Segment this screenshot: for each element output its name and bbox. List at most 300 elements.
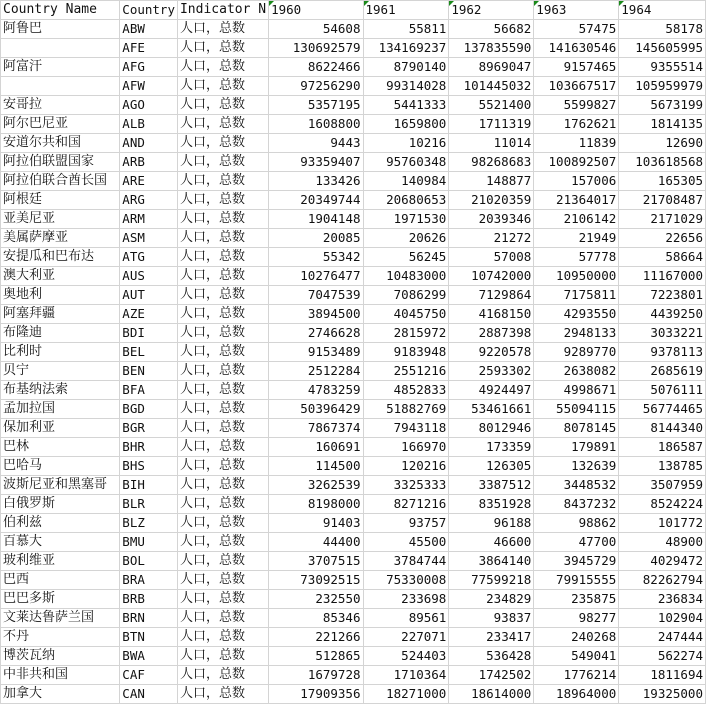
cell-country-name[interactable]: 安提瓜和巴布达: [1, 248, 120, 267]
cell-indicator-name[interactable]: 人口，总数: [177, 628, 268, 647]
cell-country-code[interactable]: AFG: [120, 58, 178, 77]
cell-year-1962[interactable]: 2593302: [449, 362, 534, 381]
cell-year-1964[interactable]: 102904: [619, 609, 706, 628]
cell-year-1961[interactable]: 1971530: [363, 210, 449, 229]
cell-indicator-name[interactable]: 人口，总数: [177, 286, 268, 305]
cell-year-1961[interactable]: 3784744: [363, 552, 449, 571]
cell-year-1961[interactable]: 7086299: [363, 286, 449, 305]
cell-year-1960[interactable]: 1679728: [269, 666, 363, 685]
cell-year-1963[interactable]: 1776214: [534, 666, 619, 685]
cell-year-1962[interactable]: 148877: [449, 172, 534, 191]
table-row: [1, 438, 706, 457]
cell-year-1964[interactable]: 4439250: [619, 305, 706, 324]
cell-country-name[interactable]: 巴巴多斯: [1, 590, 120, 609]
cell-year-1964[interactable]: 9378113: [619, 343, 706, 362]
cell-year-1962[interactable]: 46600: [449, 533, 534, 552]
cell-country-code[interactable]: AUS: [120, 267, 178, 286]
cell-country-code[interactable]: BDI: [120, 324, 178, 343]
cell-country-name[interactable]: 美属萨摩亚: [1, 229, 120, 248]
table-row: [1, 248, 706, 267]
cell-year-1963[interactable]: 157006: [534, 172, 619, 191]
cell-year-1962[interactable]: 11014: [449, 134, 534, 153]
cell-country-code[interactable]: ARG: [120, 191, 178, 210]
cell-country-name[interactable]: 阿根廷: [1, 191, 120, 210]
cell-year-1964[interactable]: 58178: [619, 20, 706, 39]
header-cell-year-1960[interactable]: 1960: [269, 1, 363, 20]
cell-indicator-name[interactable]: 人口，总数: [177, 514, 268, 533]
cell-year-1960[interactable]: 44400: [269, 533, 363, 552]
header-cell-indicator-name[interactable]: Indicator N: [177, 1, 268, 20]
cell-indicator-name[interactable]: 人口，总数: [177, 58, 268, 77]
cell-year-1960[interactable]: 50396429: [269, 400, 363, 419]
cell-year-1960[interactable]: 232550: [269, 590, 363, 609]
cell-year-1961[interactable]: 4045750: [363, 305, 449, 324]
cell-country-name[interactable]: 布基纳法索: [1, 381, 120, 400]
cell-country-name[interactable]: 阿塞拜疆: [1, 305, 120, 324]
cell-year-1961[interactable]: 166970: [363, 438, 449, 457]
cell-year-1962[interactable]: 57008: [449, 248, 534, 267]
cell-year-1961[interactable]: 99314028: [363, 77, 449, 96]
cell-year-1961[interactable]: 20680653: [363, 191, 449, 210]
cell-country-code[interactable]: BLZ: [120, 514, 178, 533]
cell-year-1964[interactable]: 101772: [619, 514, 706, 533]
cell-year-1962[interactable]: 96188: [449, 514, 534, 533]
cell-year-1963[interactable]: 132639: [534, 457, 619, 476]
cell-year-1963[interactable]: 240268: [534, 628, 619, 647]
cell-country-code[interactable]: BEN: [120, 362, 178, 381]
cell-country-code[interactable]: ALB: [120, 115, 178, 134]
cell-year-1963[interactable]: 2948133: [534, 324, 619, 343]
cell-year-1960[interactable]: 4783259: [269, 381, 363, 400]
cell-year-1960[interactable]: 8622466: [269, 58, 363, 77]
cell-year-1963[interactable]: 8437232: [534, 495, 619, 514]
cell-indicator-name[interactable]: 人口，总数: [177, 20, 268, 39]
cell-country-name[interactable]: 博茨瓦纳: [1, 647, 120, 666]
table-row: [1, 571, 706, 590]
cell-year-1962[interactable]: 536428: [449, 647, 534, 666]
cell-year-1961[interactable]: 2815972: [363, 324, 449, 343]
cell-year-1961[interactable]: 55811: [363, 20, 449, 39]
cell-country-name[interactable]: 比利时: [1, 343, 120, 362]
cell-year-1962[interactable]: 101445032: [449, 77, 534, 96]
cell-indicator-name[interactable]: 人口，总数: [177, 476, 268, 495]
cell-year-1960[interactable]: 85346: [269, 609, 363, 628]
cell-country-name[interactable]: 阿拉伯联盟国家: [1, 153, 120, 172]
table-row: [1, 552, 706, 571]
cell-year-1964[interactable]: 103618568: [619, 153, 706, 172]
cell-country-name[interactable]: 白俄罗斯: [1, 495, 120, 514]
cell-year-1962[interactable]: 21020359: [449, 191, 534, 210]
cell-year-1960[interactable]: 130692579: [269, 39, 363, 58]
cell-year-1962[interactable]: 98268683: [449, 153, 534, 172]
cell-country-name[interactable]: [1, 77, 120, 96]
cell-indicator-name[interactable]: 人口，总数: [177, 571, 268, 590]
cell-indicator-name[interactable]: 人口，总数: [177, 210, 268, 229]
cell-year-1963[interactable]: 2638082: [534, 362, 619, 381]
cell-year-1964[interactable]: 21708487: [619, 191, 706, 210]
cell-year-1963[interactable]: 3945729: [534, 552, 619, 571]
cell-country-name[interactable]: 波斯尼亚和黑塞哥: [1, 476, 120, 495]
cell-year-1961[interactable]: 18271000: [363, 685, 449, 704]
cell-year-1963[interactable]: 100892507: [534, 153, 619, 172]
cell-year-1960[interactable]: 54608: [269, 20, 363, 39]
cell-year-1961[interactable]: 9183948: [363, 343, 449, 362]
cell-country-name[interactable]: 阿尔巴尼亚: [1, 115, 120, 134]
cell-indicator-name[interactable]: 人口，总数: [177, 172, 268, 191]
cell-country-code[interactable]: BGD: [120, 400, 178, 419]
cell-year-1964[interactable]: 8524224: [619, 495, 706, 514]
cell-indicator-name[interactable]: 人口，总数: [177, 381, 268, 400]
cell-year-1964[interactable]: 2171029: [619, 210, 706, 229]
cell-year-1962[interactable]: 8969047: [449, 58, 534, 77]
cell-year-1963[interactable]: 98277: [534, 609, 619, 628]
cell-year-1963[interactable]: 9289770: [534, 343, 619, 362]
cell-year-1962[interactable]: 1711319: [449, 115, 534, 134]
cell-country-code[interactable]: BRN: [120, 609, 178, 628]
cell-year-1962[interactable]: 3864140: [449, 552, 534, 571]
cell-year-1960[interactable]: 20085: [269, 229, 363, 248]
header-cell-year-1964[interactable]: 1964: [619, 1, 706, 20]
cell-year-1961[interactable]: 134169237: [363, 39, 449, 58]
cell-year-1962[interactable]: 93837: [449, 609, 534, 628]
cell-year-1960[interactable]: 97256290: [269, 77, 363, 96]
cell-year-1962[interactable]: 2887398: [449, 324, 534, 343]
cell-country-code[interactable]: ARB: [120, 153, 178, 172]
cell-country-code[interactable]: CAF: [120, 666, 178, 685]
cell-year-1961[interactable]: 95760348: [363, 153, 449, 172]
cell-year-1962[interactable]: 137835590: [449, 39, 534, 58]
cell-country-name[interactable]: 阿富汗: [1, 58, 120, 77]
cell-year-1961[interactable]: 4852833: [363, 381, 449, 400]
cell-indicator-name[interactable]: 人口，总数: [177, 191, 268, 210]
cell-year-1960[interactable]: 5357195: [269, 96, 363, 115]
cell-indicator-name[interactable]: 人口，总数: [177, 533, 268, 552]
cell-year-1964[interactable]: 1811694: [619, 666, 706, 685]
cell-year-1964[interactable]: 58664: [619, 248, 706, 267]
cell-country-code[interactable]: BFA: [120, 381, 178, 400]
cell-country-name[interactable]: 加拿大: [1, 685, 120, 704]
cell-year-1964[interactable]: 138785: [619, 457, 706, 476]
cell-country-name[interactable]: 保加利亚: [1, 419, 120, 438]
cell-year-1960[interactable]: 93359407: [269, 153, 363, 172]
header-cell-country-name[interactable]: Country Name: [1, 1, 120, 20]
cell-year-1960[interactable]: 221266: [269, 628, 363, 647]
cell-year-1964[interactable]: 7223801: [619, 286, 706, 305]
cell-year-1961[interactable]: 8790140: [363, 58, 449, 77]
cell-year-1963[interactable]: 4293550: [534, 305, 619, 324]
cell-indicator-name[interactable]: 人口，总数: [177, 343, 268, 362]
cell-indicator-name[interactable]: 人口，总数: [177, 96, 268, 115]
cell-year-1960[interactable]: 114500: [269, 457, 363, 476]
cell-year-1964[interactable]: 236834: [619, 590, 706, 609]
cell-country-name[interactable]: 澳大利亚: [1, 267, 120, 286]
cell-year-1961[interactable]: 56245: [363, 248, 449, 267]
cell-year-1961[interactable]: 8271216: [363, 495, 449, 514]
cell-year-1962[interactable]: 53461661: [449, 400, 534, 419]
cell-country-code[interactable]: ATG: [120, 248, 178, 267]
cell-country-name[interactable]: 安道尔共和国: [1, 134, 120, 153]
cell-indicator-name[interactable]: 人口，总数: [177, 153, 268, 172]
cell-country-code[interactable]: BGR: [120, 419, 178, 438]
cell-country-code[interactable]: AGO: [120, 96, 178, 115]
cell-year-1963[interactable]: 18964000: [534, 685, 619, 704]
cell-year-1960[interactable]: 2746628: [269, 324, 363, 343]
cell-year-1961[interactable]: 227071: [363, 628, 449, 647]
cell-year-1962[interactable]: 4168150: [449, 305, 534, 324]
cell-country-name[interactable]: 奥地利: [1, 286, 120, 305]
cell-year-1962[interactable]: 21272: [449, 229, 534, 248]
cell-country-code[interactable]: BLR: [120, 495, 178, 514]
cell-country-code[interactable]: BEL: [120, 343, 178, 362]
cell-year-1961[interactable]: 45500: [363, 533, 449, 552]
cell-year-1964[interactable]: 247444: [619, 628, 706, 647]
cell-country-code[interactable]: BTN: [120, 628, 178, 647]
cell-country-name[interactable]: 孟加拉国: [1, 400, 120, 419]
cell-year-1964[interactable]: 11167000: [619, 267, 706, 286]
cell-year-1964[interactable]: 9355514: [619, 58, 706, 77]
cell-year-1961[interactable]: 5441333: [363, 96, 449, 115]
cell-year-1960[interactable]: 7047539: [269, 286, 363, 305]
cell-year-1964[interactable]: 145605995: [619, 39, 706, 58]
cell-year-1964[interactable]: 8144340: [619, 419, 706, 438]
cell-indicator-name[interactable]: 人口，总数: [177, 115, 268, 134]
cell-country-code[interactable]: BIH: [120, 476, 178, 495]
cell-indicator-name[interactable]: 人口，总数: [177, 267, 268, 286]
cell-country-name[interactable]: 文莱达鲁萨兰国: [1, 609, 120, 628]
cell-indicator-name[interactable]: 人口，总数: [177, 362, 268, 381]
cell-indicator-name[interactable]: 人口，总数: [177, 39, 268, 58]
cell-year-1964[interactable]: 186587: [619, 438, 706, 457]
cell-year-1961[interactable]: 7943118: [363, 419, 449, 438]
cell-year-1962[interactable]: 5521400: [449, 96, 534, 115]
cell-indicator-name[interactable]: 人口，总数: [177, 685, 268, 704]
cell-year-1960[interactable]: 1608800: [269, 115, 363, 134]
cell-year-1961[interactable]: 3325333: [363, 476, 449, 495]
cell-year-1963[interactable]: 79915555: [534, 571, 619, 590]
cell-indicator-name[interactable]: 人口，总数: [177, 495, 268, 514]
cell-year-1962[interactable]: 126305: [449, 457, 534, 476]
cell-year-1963[interactable]: 1762621: [534, 115, 619, 134]
cell-indicator-name[interactable]: 人口，总数: [177, 666, 268, 685]
cell-country-code[interactable]: ARE: [120, 172, 178, 191]
cell-country-code[interactable]: ASM: [120, 229, 178, 248]
cell-year-1960[interactable]: 55342: [269, 248, 363, 267]
cell-year-1963[interactable]: 47700: [534, 533, 619, 552]
cell-year-1962[interactable]: 173359: [449, 438, 534, 457]
cell-country-name[interactable]: 伯利兹: [1, 514, 120, 533]
cell-indicator-name[interactable]: 人口，总数: [177, 229, 268, 248]
header-cell-year-1963[interactable]: 1963: [534, 1, 619, 20]
cell-indicator-name[interactable]: 人口，总数: [177, 457, 268, 476]
cell-country-name[interactable]: 中非共和国: [1, 666, 120, 685]
header-cell-country-code[interactable]: Country: [120, 1, 178, 20]
cell-indicator-name[interactable]: 人口，总数: [177, 609, 268, 628]
cell-year-1962[interactable]: 8012946: [449, 419, 534, 438]
cell-country-code[interactable]: AUT: [120, 286, 178, 305]
cell-year-1960[interactable]: 20349744: [269, 191, 363, 210]
cell-country-code[interactable]: BRA: [120, 571, 178, 590]
cell-country-code[interactable]: BHR: [120, 438, 178, 457]
cell-year-1961[interactable]: 93757: [363, 514, 449, 533]
cell-year-1963[interactable]: 549041: [534, 647, 619, 666]
cell-year-1964[interactable]: 82262794: [619, 571, 706, 590]
cell-year-1961[interactable]: 75330008: [363, 571, 449, 590]
cell-year-1963[interactable]: 8078145: [534, 419, 619, 438]
cell-year-1962[interactable]: 18614000: [449, 685, 534, 704]
cell-year-1964[interactable]: 562274: [619, 647, 706, 666]
cell-year-1961[interactable]: 1659800: [363, 115, 449, 134]
cell-year-1960[interactable]: 9443: [269, 134, 363, 153]
cell-indicator-name[interactable]: 人口，总数: [177, 305, 268, 324]
cell-year-1962[interactable]: 1742502: [449, 666, 534, 685]
cell-year-1961[interactable]: 2551216: [363, 362, 449, 381]
cell-year-1960[interactable]: 160691: [269, 438, 363, 457]
cell-year-1960[interactable]: 3894500: [269, 305, 363, 324]
cell-year-1962[interactable]: 9220578: [449, 343, 534, 362]
cell-year-1960[interactable]: 7867374: [269, 419, 363, 438]
cell-year-1964[interactable]: 3507959: [619, 476, 706, 495]
cell-year-1963[interactable]: 235875: [534, 590, 619, 609]
cell-year-1963[interactable]: 3448532: [534, 476, 619, 495]
cell-year-1963[interactable]: 98862: [534, 514, 619, 533]
cell-country-code[interactable]: ARM: [120, 210, 178, 229]
cell-year-1964[interactable]: 1814135: [619, 115, 706, 134]
cell-indicator-name[interactable]: 人口，总数: [177, 647, 268, 666]
cell-year-1960[interactable]: 8198000: [269, 495, 363, 514]
cell-year-1963[interactable]: 57778: [534, 248, 619, 267]
cell-indicator-name[interactable]: 人口，总数: [177, 248, 268, 267]
cell-indicator-name[interactable]: 人口，总数: [177, 324, 268, 343]
cell-year-1960[interactable]: 73092515: [269, 571, 363, 590]
cell-year-1962[interactable]: 2039346: [449, 210, 534, 229]
cell-year-1961[interactable]: 10483000: [363, 267, 449, 286]
cell-country-name[interactable]: 阿拉伯联合酋长国: [1, 172, 120, 191]
cell-year-1964[interactable]: 3033221: [619, 324, 706, 343]
cell-indicator-name[interactable]: 人口，总数: [177, 77, 268, 96]
cell-year-1963[interactable]: 2106142: [534, 210, 619, 229]
cell-year-1964[interactable]: 22656: [619, 229, 706, 248]
header-cell-year-1962[interactable]: 1962: [449, 1, 534, 20]
cell-year-1963[interactable]: 4998671: [534, 381, 619, 400]
cell-year-1960[interactable]: 3707515: [269, 552, 363, 571]
cell-year-1962[interactable]: 233417: [449, 628, 534, 647]
cell-year-1962[interactable]: 10742000: [449, 267, 534, 286]
cell-country-name[interactable]: 玻利维亚: [1, 552, 120, 571]
cell-year-1962[interactable]: 4924497: [449, 381, 534, 400]
cell-year-1961[interactable]: 120216: [363, 457, 449, 476]
cell-year-1960[interactable]: 133426: [269, 172, 363, 191]
cell-country-name[interactable]: 贝宁: [1, 362, 120, 381]
cell-year-1962[interactable]: 56682: [449, 20, 534, 39]
cell-year-1963[interactable]: 21949: [534, 229, 619, 248]
cell-year-1964[interactable]: 165305: [619, 172, 706, 191]
cell-country-name[interactable]: 巴林: [1, 438, 120, 457]
cell-country-code[interactable]: AFE: [120, 39, 178, 58]
cell-year-1964[interactable]: 56774465: [619, 400, 706, 419]
cell-indicator-name[interactable]: 人口，总数: [177, 590, 268, 609]
cell-indicator-name[interactable]: 人口，总数: [177, 419, 268, 438]
cell-year-1964[interactable]: 48900: [619, 533, 706, 552]
cell-year-1961[interactable]: 20626: [363, 229, 449, 248]
cell-year-1961[interactable]: 140984: [363, 172, 449, 191]
cell-year-1960[interactable]: 1904148: [269, 210, 363, 229]
cell-year-1963[interactable]: 7175811: [534, 286, 619, 305]
cell-country-name[interactable]: 巴哈马: [1, 457, 120, 476]
cell-year-1960[interactable]: 2512284: [269, 362, 363, 381]
cell-country-code[interactable]: AZE: [120, 305, 178, 324]
cell-country-name[interactable]: 百慕大: [1, 533, 120, 552]
cell-year-1964[interactable]: 19325000: [619, 685, 706, 704]
cell-year-1960[interactable]: 10276477: [269, 267, 363, 286]
cell-year-1963[interactable]: 11839: [534, 134, 619, 153]
cell-year-1964[interactable]: 105959979: [619, 77, 706, 96]
cell-country-code[interactable]: BOL: [120, 552, 178, 571]
cell-year-1960[interactable]: 3262539: [269, 476, 363, 495]
cell-country-code[interactable]: AND: [120, 134, 178, 153]
cell-year-1961[interactable]: 51882769: [363, 400, 449, 419]
cell-year-1964[interactable]: 5076111: [619, 381, 706, 400]
cell-year-1962[interactable]: 7129864: [449, 286, 534, 305]
cell-country-code[interactable]: BMU: [120, 533, 178, 552]
cell-year-1961[interactable]: 233698: [363, 590, 449, 609]
cell-country-code[interactable]: BRB: [120, 590, 178, 609]
cell-year-1964[interactable]: 4029472: [619, 552, 706, 571]
cell-year-1964[interactable]: 12690: [619, 134, 706, 153]
cell-year-1962[interactable]: 8351928: [449, 495, 534, 514]
cell-year-1960[interactable]: 9153489: [269, 343, 363, 362]
cell-year-1963[interactable]: 5599827: [534, 96, 619, 115]
cell-indicator-name[interactable]: 人口，总数: [177, 552, 268, 571]
cell-year-1963[interactable]: 103667517: [534, 77, 619, 96]
cell-year-1963[interactable]: 21364017: [534, 191, 619, 210]
cell-country-name[interactable]: 巴西: [1, 571, 120, 590]
cell-year-1961[interactable]: 524403: [363, 647, 449, 666]
cell-year-1963[interactable]: 57475: [534, 20, 619, 39]
cell-year-1964[interactable]: 2685619: [619, 362, 706, 381]
cell-year-1960[interactable]: 512865: [269, 647, 363, 666]
cell-country-code[interactable]: BWA: [120, 647, 178, 666]
cell-year-1960[interactable]: 17909356: [269, 685, 363, 704]
cell-year-1962[interactable]: 234829: [449, 590, 534, 609]
cell-year-1963[interactable]: 9157465: [534, 58, 619, 77]
cell-country-name[interactable]: 阿鲁巴: [1, 20, 120, 39]
cell-year-1963[interactable]: 10950000: [534, 267, 619, 286]
cell-country-code[interactable]: CAN: [120, 685, 178, 704]
cell-year-1964[interactable]: 5673199: [619, 96, 706, 115]
cell-year-1962[interactable]: 3387512: [449, 476, 534, 495]
cell-year-1961[interactable]: 89561: [363, 609, 449, 628]
cell-country-name[interactable]: 安哥拉: [1, 96, 120, 115]
cell-country-name[interactable]: 亚美尼亚: [1, 210, 120, 229]
cell-country-code[interactable]: BHS: [120, 457, 178, 476]
cell-year-1960[interactable]: 91403: [269, 514, 363, 533]
cell-country-name[interactable]: 不丹: [1, 628, 120, 647]
cell-year-1963[interactable]: 179891: [534, 438, 619, 457]
cell-country-code[interactable]: AFW: [120, 77, 178, 96]
cell-country-name[interactable]: [1, 39, 120, 58]
cell-indicator-name[interactable]: 人口，总数: [177, 134, 268, 153]
header-cell-year-1961[interactable]: 1961: [363, 1, 449, 20]
cell-year-1962[interactable]: 77599218: [449, 571, 534, 590]
cell-year-1963[interactable]: 55094115: [534, 400, 619, 419]
cell-year-1961[interactable]: 1710364: [363, 666, 449, 685]
cell-indicator-name[interactable]: 人口，总数: [177, 400, 268, 419]
cell-country-name[interactable]: 布隆迪: [1, 324, 120, 343]
cell-indicator-name[interactable]: 人口，总数: [177, 438, 268, 457]
cell-country-code[interactable]: ABW: [120, 20, 178, 39]
cell-year-1961[interactable]: 10216: [363, 134, 449, 153]
cell-year-1963[interactable]: 141630546: [534, 39, 619, 58]
